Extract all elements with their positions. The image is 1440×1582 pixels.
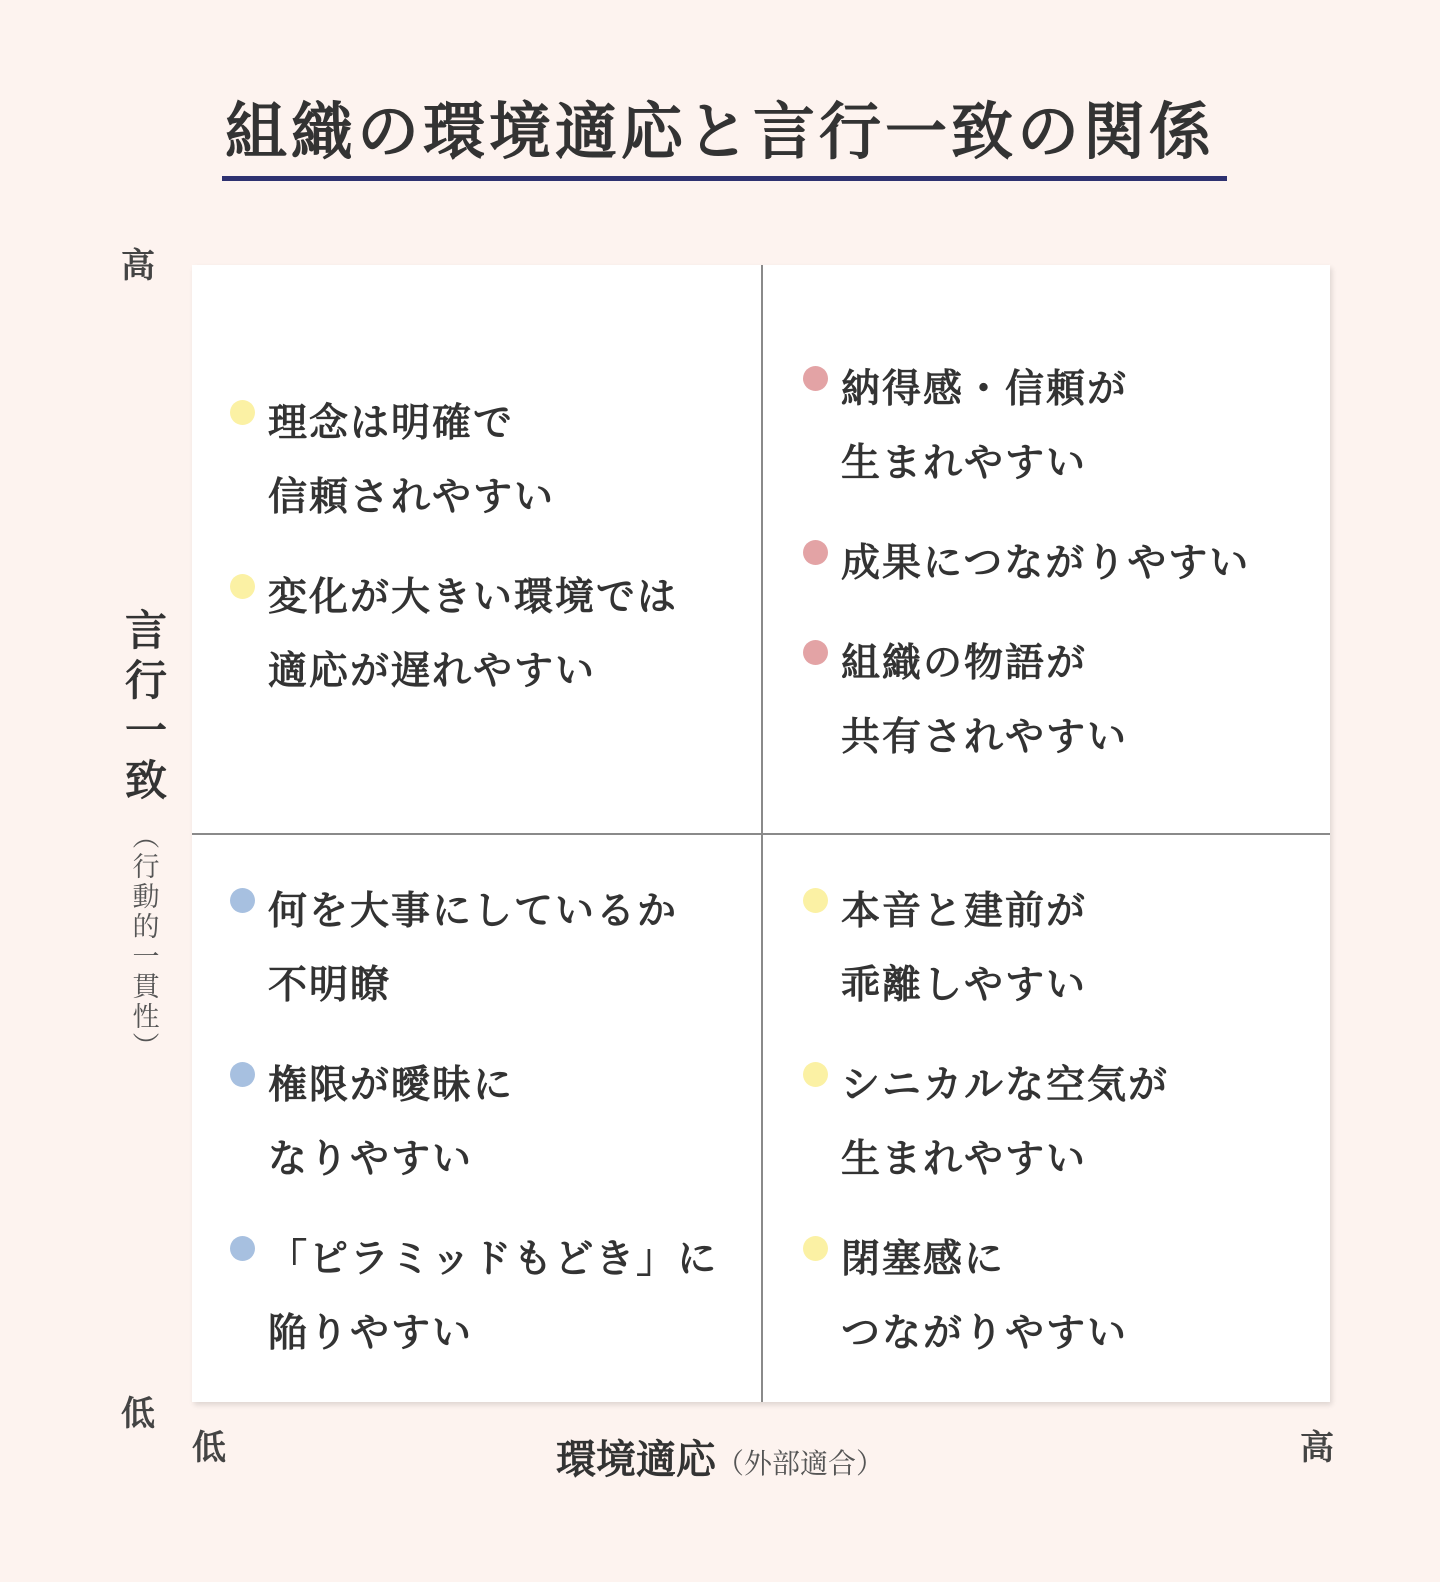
- y-axis-low-label: 低: [121, 1394, 155, 1434]
- quadrant-item-text: 成果につながりやすい: [841, 541, 1251, 586]
- x-axis-low-label: 低: [192, 1428, 226, 1468]
- bullet-dot: [230, 400, 255, 425]
- title-underline: [222, 176, 1227, 181]
- quadrant-item-text: 「ピラミッドもどき」に 陥りやすい: [268, 1237, 719, 1356]
- quadrant-item-text: 組織の物語が 共有されやすい: [841, 641, 1129, 760]
- quadrant-bottom-right: [763, 835, 1332, 1403]
- bullet-dot: [230, 1236, 255, 1261]
- bullet-dot: [803, 366, 828, 391]
- quadrant-top-right: [763, 265, 1332, 833]
- quadrant-item: [230, 561, 761, 709]
- quadrant-item: [230, 875, 761, 1023]
- quadrant-item-text: 理念は明確で 信頼されやすい: [268, 401, 556, 520]
- bullet-dot: [803, 888, 828, 913]
- quadrant-item: [803, 1223, 1332, 1371]
- quadrant-top-left: [192, 265, 761, 833]
- quadrant-item-text: 本音と建前が 乖離しやすい: [841, 889, 1088, 1008]
- quadrant-item: [230, 1049, 761, 1197]
- quadrant-item: [803, 1049, 1332, 1197]
- quadrant-item-text: 権限が曖昧に なりやすい: [268, 1063, 515, 1182]
- quadrant-item-text: シニカルな空気が 生まれやすい: [841, 1063, 1170, 1182]
- quadrant-item-text: 何を大事にしているか 不明瞭: [268, 889, 679, 1008]
- y-axis-title: [118, 608, 168, 1062]
- bullet-dot: [230, 1062, 255, 1087]
- y-axis-sublabel: （行動的一貫性）: [127, 822, 159, 1062]
- page-title: 組織の環境適応と言行一致の関係: [224, 95, 1215, 168]
- quadrant-item: [230, 1223, 761, 1371]
- bullet-dot: [230, 574, 255, 599]
- bullet-dot: [803, 1236, 828, 1261]
- quadrant-item-text: 納得感・信頼が 生まれやすい: [841, 367, 1129, 486]
- quadrant-item: [803, 527, 1332, 601]
- x-axis-label: 環境適応: [555, 1437, 716, 1483]
- x-axis-high-label: 高: [1300, 1428, 1334, 1468]
- quadrant-bottom-left: [192, 835, 761, 1403]
- quadrant-item-text: 変化が大きい環境では 適応が遅れやすい: [268, 575, 679, 694]
- bullet-dot: [803, 1062, 828, 1087]
- quadrant-item: [803, 875, 1332, 1023]
- x-axis-title: [0, 1428, 1440, 1485]
- x-axis-sublabel: （外部適合）: [715, 1447, 884, 1480]
- quadrant-item: [230, 387, 761, 535]
- quadrant-matrix: [192, 265, 1330, 1402]
- quadrant-item: [803, 627, 1332, 775]
- quadrant-item-text: 閉塞感に つながりやすい: [841, 1237, 1129, 1356]
- bullet-dot: [230, 888, 255, 913]
- quadrant-item: [803, 353, 1332, 501]
- bullet-dot: [803, 640, 828, 665]
- y-axis-high-label: 高: [121, 246, 155, 286]
- bullet-dot: [803, 540, 828, 565]
- y-axis-label: 言行一致: [119, 608, 168, 808]
